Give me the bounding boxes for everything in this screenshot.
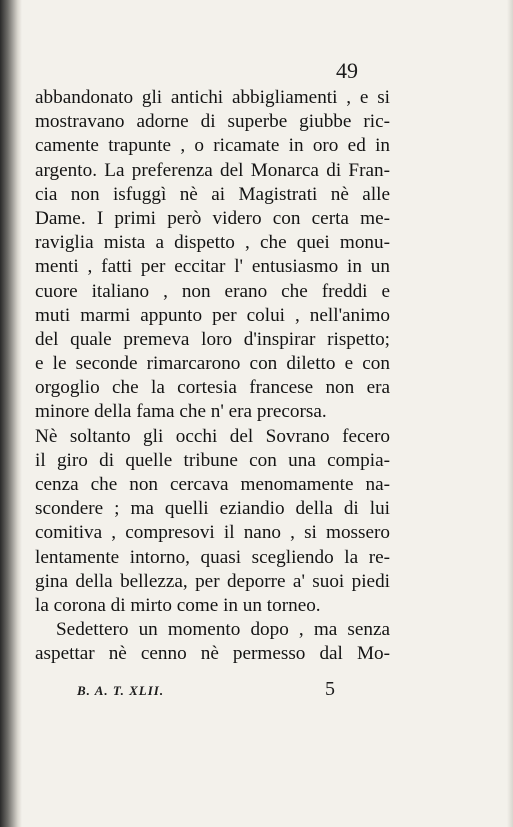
page-number: 49 — [336, 58, 358, 83]
text-line: Sedettero un momento dopo , ma senza — [56, 619, 390, 641]
text-line: raviglia mista a dispetto , che quei monu- — [35, 232, 390, 254]
text-line: cenza che non cercava menomamente na- — [35, 474, 390, 495]
text-line: Nè soltanto gli occhi del Sovrano fecero — [35, 425, 390, 447]
body-text — [35, 86, 390, 667]
text-line: orgoglio che la cortesia francese non era — [35, 377, 390, 399]
text-line: lentamente intorno, quasi scegliendo la re- — [35, 546, 390, 568]
text-line: argento. La preferenza del Monarca di Fran- — [35, 159, 390, 181]
text-line: il giro di quelle tribune con una compia- — [35, 449, 390, 471]
text-line: cuore italiano , non erano che freddi e — [35, 280, 390, 302]
text-line: minore della fama che n' era precorsa. — [35, 401, 327, 423]
text-line: aspettar nè cenno nè permesso dal Mo- — [35, 643, 390, 665]
text-line: del quale premeva loro d'inspirar rispetto; — [35, 328, 390, 350]
text-line: mostravano adorne di superbe giubbe ric- — [35, 111, 390, 133]
text-line: scondere ; ma quelli eziandio della di lui — [35, 498, 390, 520]
text-line: menti , fatti per eccitar l' entusiasmo in un — [35, 256, 390, 278]
page-edge — [507, 0, 513, 827]
signature-mark: B. A. T. XLII. — [77, 683, 165, 698]
text-line: gina della bellezza, per deporre a' suoi piedi — [35, 570, 390, 592]
text-line: camente trapunte , o ricamate in oro ed in — [35, 135, 390, 157]
text-line: abbandonato gli antichi abbigliamenti , e si — [35, 87, 390, 108]
text-line: cia non isfuggì nè ai Magistrati nè alle — [35, 183, 390, 205]
text-line: Dame. I primi però videro con certa me- — [35, 207, 390, 229]
signature-number: 5 — [325, 678, 335, 700]
text-line: la corona di mirto come in un torneo. — [35, 594, 321, 616]
text-line: e le seconde rimarcarono con diletto e con — [35, 353, 390, 375]
binding-shadow — [0, 0, 22, 827]
text-line: muti marmi appunto per colui , nell'animo — [35, 304, 390, 326]
text-line: comitiva , compresovi il nano , si mossero — [35, 522, 390, 544]
